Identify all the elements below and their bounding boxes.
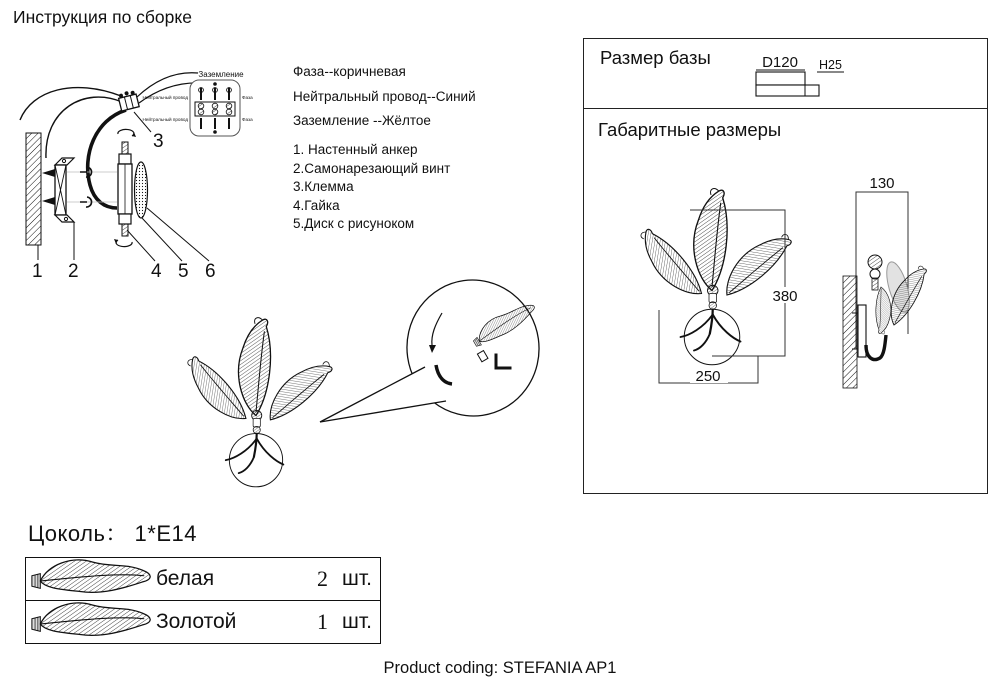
socket-row-gold bbox=[26, 601, 380, 643]
base-diameter-label: D120 bbox=[762, 54, 798, 71]
parts-list-item: 4.Гайка bbox=[293, 197, 340, 213]
bulb-color: белая bbox=[156, 567, 215, 590]
bulb-unit: шт. bbox=[342, 567, 372, 590]
bulb-unit: шт. bbox=[342, 610, 372, 633]
base-size-section bbox=[584, 39, 987, 109]
wiring-info bbox=[293, 60, 476, 134]
socket-heading: Цоколь： 1*E14 bbox=[28, 521, 197, 546]
spec-panel bbox=[583, 38, 988, 494]
wall-section bbox=[26, 133, 41, 245]
page-title: Инструкция по сборке bbox=[13, 7, 192, 27]
inset-ground-label: Заземление bbox=[198, 70, 244, 79]
detail-balloon bbox=[320, 275, 548, 425]
socket-row-white bbox=[26, 558, 380, 601]
terminal-inset bbox=[142, 70, 253, 136]
assembled-lamp-diagram bbox=[180, 275, 550, 510]
wiring-ground: Заземление --Жёлтое bbox=[293, 113, 431, 128]
callout-3: 3 bbox=[153, 131, 164, 152]
dim-height: 380 bbox=[772, 288, 798, 305]
bulb-color: Золотой bbox=[156, 610, 237, 633]
inset-phase-label: Фаза bbox=[242, 95, 253, 100]
leaf-bulb-icon bbox=[26, 601, 154, 643]
bulb-qty: 2 bbox=[317, 566, 329, 591]
inset-neutral-label: Нейтральный провод bbox=[142, 95, 188, 100]
inset-neutral-label: Нейтральный провод bbox=[142, 117, 188, 122]
callout-2: 2 bbox=[68, 261, 79, 282]
overall-size-section bbox=[584, 109, 987, 493]
overall-drawing bbox=[584, 109, 986, 492]
rod-assembly bbox=[114, 129, 136, 246]
bulb-qty: 1 bbox=[317, 609, 329, 634]
callout-4: 4 bbox=[151, 261, 162, 282]
socket-table bbox=[25, 557, 381, 644]
anchor-arrow bbox=[42, 169, 55, 177]
base-drawing bbox=[584, 39, 986, 107]
front-view-lamp bbox=[630, 189, 798, 365]
wall-lamp-front bbox=[180, 318, 336, 487]
parts-list bbox=[293, 141, 450, 234]
dim-width: 250 bbox=[695, 368, 721, 385]
wiring-neutral: Нейтральный провод--Синий bbox=[293, 88, 476, 104]
callout-5: 5 bbox=[178, 261, 189, 282]
product-coding: Product coding: STEFANIA AP1 bbox=[383, 659, 617, 677]
parts-list-item: 3.Клемма bbox=[293, 179, 354, 195]
anchor-arrow bbox=[42, 197, 55, 205]
parts-list-item: 2.Самонарезающий винт bbox=[293, 160, 451, 176]
parts-list-item: 5.Диск с рисуноком bbox=[293, 216, 415, 232]
base-height-label: H25 bbox=[819, 58, 842, 72]
mounting-bracket bbox=[55, 158, 74, 222]
dim-depth: 130 bbox=[869, 175, 895, 192]
pattern-disk bbox=[135, 162, 148, 218]
parts-list-item: 1. Настенный анкер bbox=[293, 142, 418, 157]
terminal-block bbox=[117, 89, 139, 111]
wires bbox=[20, 73, 201, 208]
inset-phase-label: Фаза bbox=[242, 117, 253, 122]
callout-1: 1 bbox=[32, 261, 43, 282]
side-view bbox=[843, 175, 929, 388]
assembly-diagram bbox=[0, 50, 280, 300]
overall-size-heading: Габаритные размеры bbox=[598, 119, 782, 140]
base-size-heading: Размер базы bbox=[600, 47, 711, 68]
callout-6: 6 bbox=[205, 261, 216, 282]
wiring-phase: Фаза--коричневая bbox=[293, 64, 406, 79]
leaf-bulb-icon bbox=[26, 558, 154, 600]
